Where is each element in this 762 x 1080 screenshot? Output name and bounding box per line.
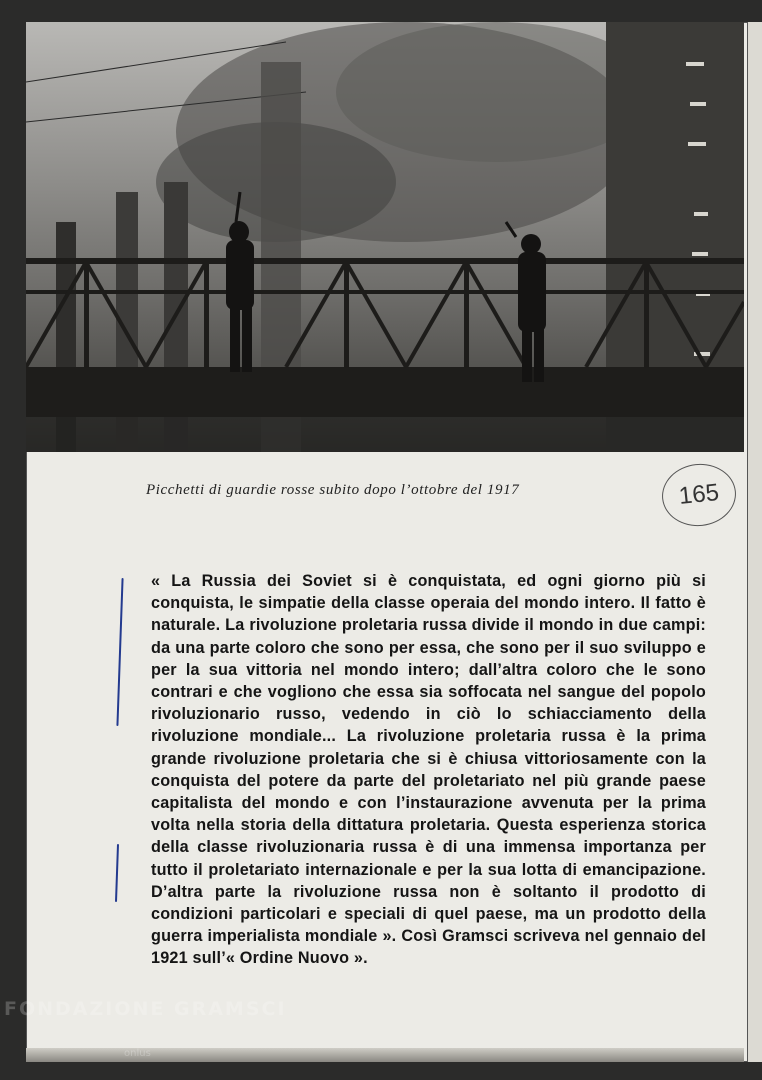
pen-margin-mark-top (116, 578, 123, 726)
book-page (4, 22, 748, 1062)
handwritten-page-number: 165 (659, 460, 739, 529)
archive-watermark: FONDAZIONE GRAMSCI (4, 998, 287, 1020)
photo-red-guards-icon (26, 22, 744, 452)
photo-red-guards (26, 22, 744, 452)
pen-margin-mark-bottom (115, 844, 119, 902)
archive-watermark-sub: onlus (124, 1048, 151, 1059)
gramsci-quote: « La Russia dei Soviet si è conquistata, ed ogni giorno più si conquista, le simpatie della classe operaia del mondo intero. Il fatto è naturale. La rivoluzione proletaria russa divide il mondo in due campi: da una parte coloro che sono per essa, che sono per il suo sviluppo e per la sua vittoria nel mondo intero; dall’altra coloro che le sono contrari e che vogliono che essa sia soffocata nel sangue del popolo rivoluzionario russo, vedendo in ciò lo schiacciamento della rivoluzione mondiale... La rivoluzione proletaria russa è la prima grande rivoluzione proletaria che si è chiusa vittoriosamente con la conquista del potere da parte del proletariato nel più grande paese capitalista del mondo e con l’instaurazione avvenuta per la prima volta nella storia della dittatura proletaria. Questa esperienza storica della classe rivoluzionaria russa è di una immensa importanza per tutto il proletariato internazionale e per la sua lotta di emancipazione. D’altra parte la rivoluzione russa non è soltanto il prodotto di condizioni particolari e speciali di quel paese, ma un prodotto della guerra imperialista mondiale ». Così Gramsci scriveva nel gennaio del 1921 sull’« Ordine Nuovo ». (151, 572, 706, 968)
photo-caption: Picchetti di guardie rosse subito dopo l’ottobre del 1917 (146, 482, 520, 498)
